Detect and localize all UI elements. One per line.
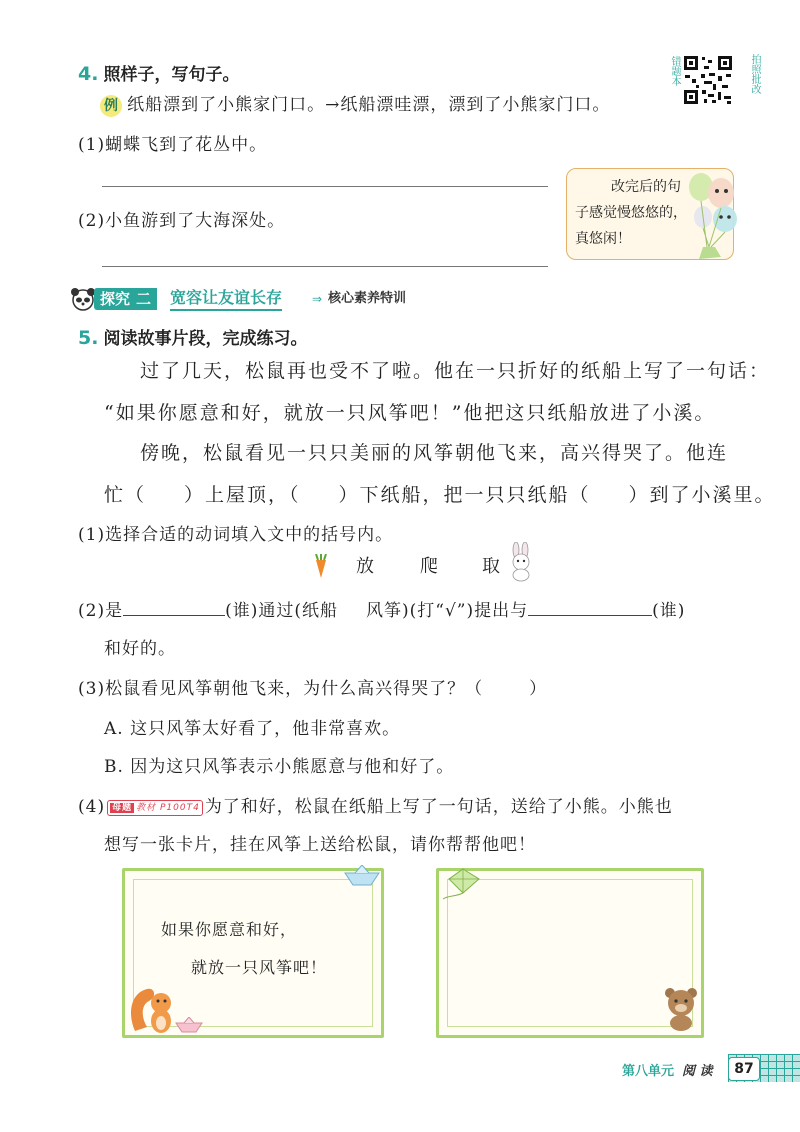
q4-item-1-label: (1)	[78, 135, 106, 155]
footer-topic: 阅 读	[682, 1064, 713, 1079]
motif-badge-b: 教材 P100T4	[136, 802, 200, 813]
word-bank-3: 取	[482, 556, 500, 577]
q4-example	[100, 90, 610, 117]
passage-line-4	[104, 480, 776, 507]
q5-heading	[78, 324, 308, 349]
kite-icon	[441, 867, 485, 901]
example-badge: 例	[100, 95, 122, 117]
q5-sub2-label: (2)	[78, 601, 106, 621]
q5-option-b[interactable]: B. 因为这只风筝表示小熊愿意与他和好了。	[104, 757, 455, 777]
q5-sub1-label: (1)	[78, 525, 106, 545]
word-bank-1: 放	[356, 556, 374, 577]
q5-sub2-line2: 和好的。	[104, 639, 176, 659]
passage-line-3: 傍晚，松鼠看见一只只美丽的风筝朝他飞来，高兴得哭了。他连	[140, 442, 729, 464]
section-tag-num: 二	[136, 290, 152, 308]
q5-sub4-text2: 想写一张卡片，挂在风筝上送给松鼠，请你帮帮他吧！	[104, 835, 536, 855]
q4-number: 4.	[78, 63, 99, 85]
q5-sub3	[78, 674, 547, 699]
q4-title: 照样子，写句子。	[103, 65, 240, 85]
section-tag	[94, 288, 157, 310]
balloons-icon	[685, 167, 741, 263]
passage-4-part-2: ）上屋顶，（	[184, 484, 301, 506]
q5-title: 阅读故事片段，完成练习。	[103, 329, 308, 349]
q5-sub2-c: 风筝)(打“√”)提出与	[366, 601, 529, 621]
qr-code-block[interactable]	[668, 54, 758, 106]
card-left-line-1: 如果你愿意和好，	[161, 920, 298, 939]
q4-item-2-label: (2)	[78, 211, 106, 231]
example-text: 纸船漂到了小熊家门口。→纸船漂哇漂，漂到了小熊家门口。	[127, 95, 611, 115]
q5-sub3-text: 松鼠看见风筝朝他飞来，为什么高兴得哭了？（	[105, 679, 484, 699]
q5-sub2-a: 是	[105, 601, 124, 621]
passage-line-1: 过了几天，松鼠再也受不了啦。他在一只折好的纸船上写了一句话：	[140, 360, 771, 382]
passage-4-part-1: 忙（	[104, 484, 147, 506]
page-footer	[618, 1054, 800, 1082]
q5-sub1	[78, 520, 393, 545]
blank-who-2[interactable]	[528, 615, 652, 616]
card-right[interactable]	[436, 868, 704, 1038]
hint-line-2: 子感觉慢悠悠的，	[575, 205, 687, 221]
hint-line-3: 真悠闲！	[575, 231, 631, 247]
q5-sub3-label: (3)	[78, 679, 106, 699]
panda-icon	[70, 287, 96, 311]
q5-number: 5.	[78, 327, 99, 349]
card-right-inner	[447, 879, 693, 1027]
qr-code-icon	[682, 54, 734, 106]
q5-sub4	[78, 792, 673, 817]
q4-item-1-text: 蝴蝶飞到了花丛中。	[105, 135, 268, 155]
paper-boat-icon	[343, 865, 381, 887]
section-title: 宽容让友谊长存	[170, 287, 282, 311]
motif-badge-a: 母题	[112, 802, 133, 813]
footer-unit: 第八单元	[622, 1064, 675, 1079]
pink-boat-icon	[175, 1017, 203, 1033]
section-subtitle: 核心素养特训	[328, 291, 407, 306]
q5-option-a[interactable]: A. 这只风筝太好看了，他非常喜欢。	[104, 719, 401, 739]
q4-heading	[78, 60, 240, 85]
q4-item-1	[78, 130, 267, 155]
card-left	[122, 868, 384, 1038]
passage-4-part-4: ）到了小溪里。	[628, 484, 776, 506]
q4-answer-line-1[interactable]	[102, 186, 548, 187]
q4-item-2	[78, 206, 285, 231]
q5-sub2	[78, 596, 685, 621]
bear-icon	[661, 985, 701, 1031]
q5-sub4-label: (4)	[78, 797, 106, 817]
bunny-icon	[508, 542, 534, 582]
word-bank	[310, 546, 530, 582]
section-arrow: ⇒	[312, 292, 323, 306]
q5-sub2-b: (谁)通过(纸船	[225, 601, 338, 621]
hint-line-1: 改完后的句	[611, 179, 681, 195]
passage-line-2: “如果你愿意和好，就放一只风筝吧！”他把这只纸船放进了小溪。	[104, 402, 716, 424]
qr-label-right: 拍照批改	[749, 54, 760, 94]
motif-badge	[107, 800, 203, 816]
section-tag-text: 探究	[100, 290, 131, 308]
blank-who-1[interactable]	[123, 615, 225, 616]
q5-sub2-d: (谁)	[652, 601, 686, 621]
qr-label-left: 错题本	[669, 56, 680, 86]
hint-bubble	[566, 168, 734, 260]
q4-answer-line-2[interactable]	[102, 266, 548, 267]
passage-4-part-3: ）下纸船，把一只只纸船（	[338, 484, 591, 506]
squirrel-icon	[127, 983, 179, 1037]
word-bank-2: 爬	[420, 556, 438, 577]
page-number: 87	[728, 1057, 760, 1081]
carrot-icon	[310, 554, 332, 580]
q4-item-2-text: 小鱼游到了大海深处。	[105, 211, 286, 231]
q5-sub4-text1: 为了和好，松鼠在纸船上写了一句话，送给了小熊。小熊也	[204, 797, 673, 817]
q5-sub1-text: 选择合适的动词填入文中的括号内。	[105, 525, 394, 545]
section-banner	[70, 287, 490, 311]
card-left-line-2: 就放一只风筝吧！	[191, 958, 328, 977]
q5-sub3-close: ）	[529, 679, 548, 699]
